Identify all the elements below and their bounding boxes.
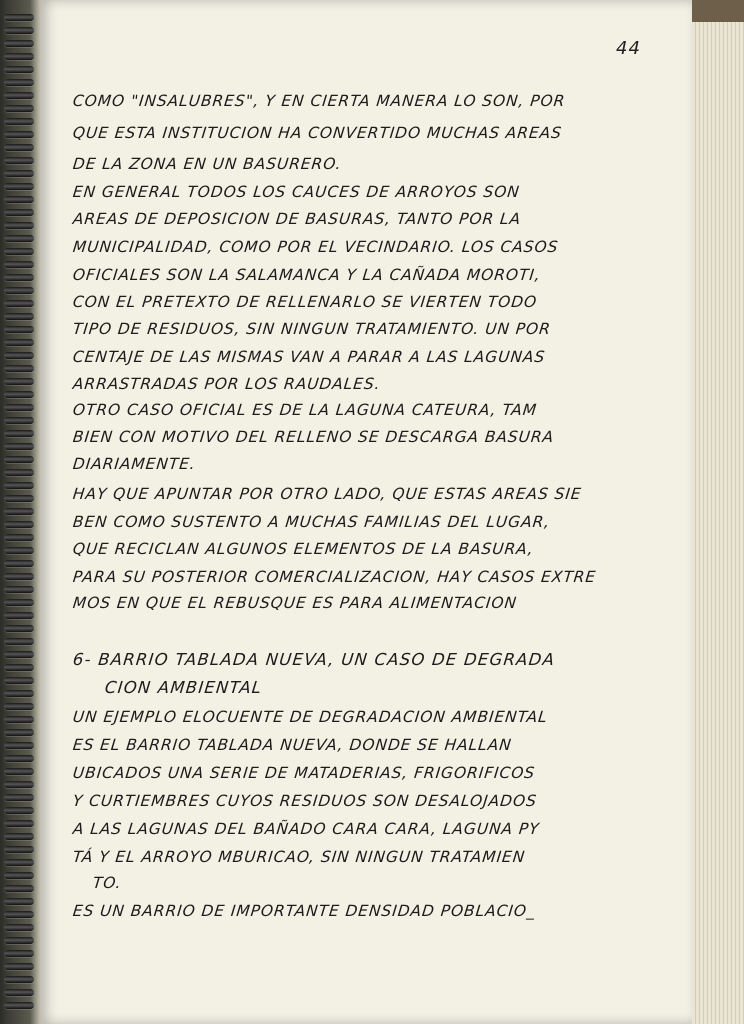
spiral-coil (4, 716, 34, 723)
spiral-coil (4, 586, 34, 593)
page-number: 44 (616, 38, 641, 59)
text-line: DE LA ZONA EN UN BASURERO. (72, 155, 343, 173)
spiral-coil (4, 963, 34, 970)
spiral-coil (4, 144, 34, 151)
spiral-coil (4, 287, 34, 294)
text-line: Y CURTIEMBRES CUYOS RESIDUOS SON DESALOJADOS (72, 792, 538, 810)
spiral-coil (4, 66, 34, 73)
text-line: QUE ESTA INSTITUCION HA CONVERTIDO MUCHAS AREAS (72, 124, 563, 142)
text-line: ES EL BARRIO TABLADA NUEVA, DONDE SE HALLAN (72, 736, 513, 754)
spiral-coil (4, 612, 34, 619)
spiral-coil (4, 599, 34, 606)
spiral-coil (4, 989, 34, 996)
text-line: CON EL PRETEXTO DE RELLENARLO SE VIERTEN TODO (72, 293, 539, 311)
spiral-coil (4, 573, 34, 580)
text-line: OFICIALES SON LA SALAMANCA Y LA CAÑADA MOROTI, (72, 266, 542, 284)
text-line: ES UN BARRIO DE IMPORTANTE DENSIDAD POBLACIO_ (72, 902, 537, 920)
spiral-coil (4, 209, 34, 216)
text-line: DIARIAMENTE. (72, 455, 197, 473)
spiral-coil (4, 898, 34, 905)
spiral-coil (4, 482, 34, 489)
spiral-coil (4, 742, 34, 749)
spiral-coil (4, 755, 34, 762)
spiral-coil (4, 469, 34, 476)
spiral-coil (4, 92, 34, 99)
text-line: A LAS LAGUNAS DEL BAÑADO CARA CARA, LAGUNA PY (72, 820, 541, 838)
text-line: COMO "INSALUBRES", Y EN CIERTA MANERA LO SON, POR (72, 92, 567, 110)
text-line: HAY QUE APUNTAR POR OTRO LADO, QUE ESTAS AREAS SIE (72, 485, 583, 503)
spiral-coil (4, 794, 34, 801)
spiral-coil (4, 235, 34, 242)
spiral-coil (4, 430, 34, 437)
spiral-coil (4, 274, 34, 281)
spiral-coil (4, 222, 34, 229)
spiral-coil (4, 443, 34, 450)
spiral-coil (4, 157, 34, 164)
spiral-coil (4, 651, 34, 658)
spiral-coil (4, 417, 34, 424)
spiral-coil (4, 833, 34, 840)
spiral-coil (4, 729, 34, 736)
text-line: OTRO CASO OFICIAL ES DE LA LAGUNA CATEURA, TAM (72, 401, 539, 419)
spiral-coil (4, 807, 34, 814)
spiral-coil (4, 521, 34, 528)
spiral-coil (4, 885, 34, 892)
notebook-page (40, 0, 692, 1024)
spiral-coil (4, 664, 34, 671)
cover-edge (692, 0, 744, 22)
spiral-coil (4, 976, 34, 983)
spiral-coil (4, 105, 34, 112)
spiral-coil (4, 79, 34, 86)
spiral-coil (4, 456, 34, 463)
spiral-coil (4, 768, 34, 775)
spiral-coil (4, 859, 34, 866)
spiral-coil (4, 638, 34, 645)
spiral-coil (4, 560, 34, 567)
spiral-coil (4, 547, 34, 554)
spiral-coil (4, 690, 34, 697)
spiral-coil (4, 14, 34, 21)
text-line: TIPO DE RESIDUOS, SIN NINGUN TRATAMIENTO. UN POR (72, 320, 552, 338)
spiral-coil (4, 508, 34, 515)
text-line: ARRASTRADAS POR LOS RAUDALES. (72, 375, 382, 393)
spiral-coil (4, 183, 34, 190)
text-line: CENTAJE DE LAS MISMAS VAN A PARAR A LAS LAGUNAS (72, 348, 547, 366)
spiral-coil (4, 339, 34, 346)
spiral-coil (4, 846, 34, 853)
text-line: TO. (92, 874, 123, 892)
text-line: TÁ Y EL ARROYO MBURICAO, SIN NINGUN TRATAMIEN (72, 848, 527, 866)
spiral-coil (4, 352, 34, 359)
spiral-coil (4, 391, 34, 398)
spiral-coil (4, 924, 34, 931)
spiral-coil (4, 131, 34, 138)
spiral-coil (4, 534, 34, 541)
spiral-coil (4, 937, 34, 944)
spiral-coil (4, 781, 34, 788)
spiral-coil (4, 950, 34, 957)
section-heading-line: 6- BARRIO TABLADA NUEVA, UN CASO DE DEGRADA (72, 650, 557, 669)
text-line: BEN COMO SUSTENTO A MUCHAS FAMILIAS DEL LUGAR, (72, 513, 552, 531)
text-line: UBICADOS UNA SERIE DE MATADERIAS, FRIGORIFICOS (72, 764, 537, 782)
spiral-coil (4, 378, 34, 385)
text-line: UN EJEMPLO ELOCUENTE DE DEGRADACION AMBIENTAL (72, 708, 549, 726)
spiral-coil (4, 118, 34, 125)
text-line: MOS EN QUE EL REBUSQUE ES PARA ALIMENTACION (72, 594, 518, 612)
spiral-coil (4, 872, 34, 879)
section-heading-line: CION AMBIENTAL (104, 678, 264, 697)
spiral-coil (4, 820, 34, 827)
spiral-coil (4, 677, 34, 684)
spiral-coil (4, 1002, 34, 1009)
spiral-coil (4, 495, 34, 502)
stacked-page-edges (692, 0, 744, 1024)
text-line: AREAS DE DEPOSICION DE BASURAS, TANTO POR LA (72, 210, 522, 228)
spiral-coil (4, 313, 34, 320)
spiral-coil (4, 326, 34, 333)
spiral-coil (4, 40, 34, 47)
spiral-coil (4, 911, 34, 918)
spiral-coil (4, 365, 34, 372)
spiral-coil (4, 248, 34, 255)
spiral-coil (4, 625, 34, 632)
spiral-coil (4, 27, 34, 34)
text-line: EN GENERAL TODOS LOS CAUCES DE ARROYOS SON (72, 183, 521, 201)
text-line: PARA SU POSTERIOR COMERCIALIZACION, HAY CASOS EXTRE (72, 568, 598, 586)
text-line: QUE RECICLAN ALGUNOS ELEMENTOS DE LA BASURA, (72, 540, 535, 558)
spiral-coil (4, 170, 34, 177)
spiral-coil (4, 703, 34, 710)
spiral-coil (4, 53, 34, 60)
text-line: BIEN CON MOTIVO DEL RELLENO SE DESCARGA BASURA (72, 428, 556, 446)
spiral-binding (0, 0, 42, 1024)
text-line: MUNICIPALIDAD, COMO POR EL VECINDARIO. LOS CASOS (72, 238, 560, 256)
spiral-coil (4, 300, 34, 307)
spiral-coil (4, 261, 34, 268)
spiral-coil (4, 196, 34, 203)
spiral-coil (4, 404, 34, 411)
